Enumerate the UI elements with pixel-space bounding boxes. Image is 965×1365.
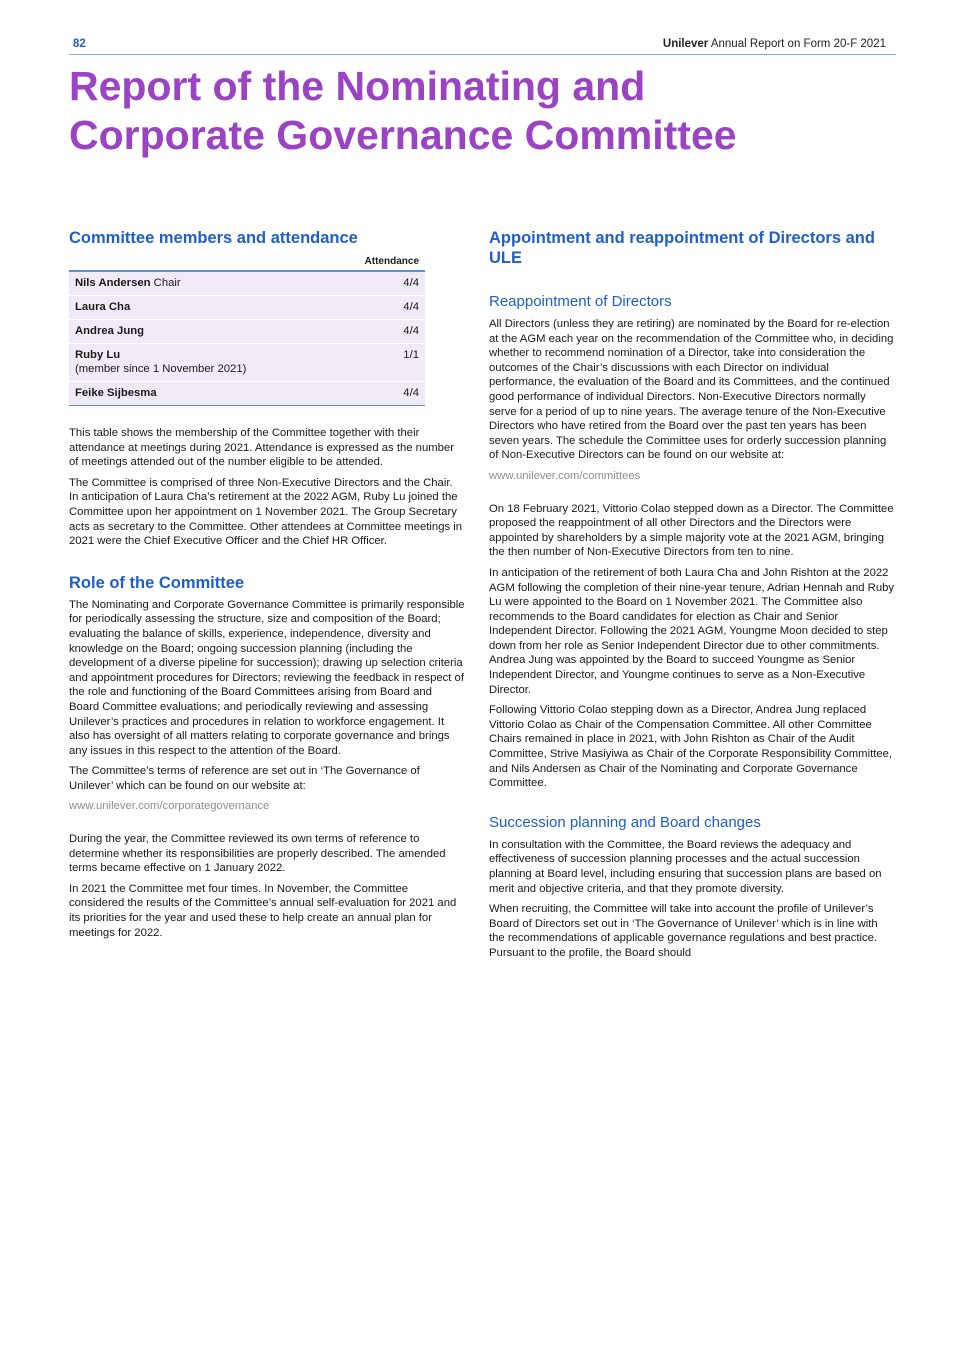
table-row <box>69 320 425 344</box>
table-row <box>69 296 425 320</box>
page-header <box>69 38 896 55</box>
member-attendance: 4/4 <box>353 296 425 320</box>
member-name: Nils Andersen <box>75 277 151 289</box>
committees-link[interactable]: www.unilever.com/committees <box>489 469 641 482</box>
attendance-table <box>69 252 425 406</box>
succession-paragraph: In consultation with the Committee, the Board reviews the adequacy and effectiveness of succession planning processes and the actual succession planning at Board level, including ensuring that succession plans are based on merit and objective criteria, and that they promote diversity. <box>489 838 882 895</box>
reappointment-subheading: Reappointment of Directors <box>489 293 672 310</box>
role-paragraph: The Nominating and Corporate Governance Committee is primarily responsible for periodically assessing the structure, size and composition of the Board; evaluating the balance of skills, experience, independence, diversity and knowledge on the Board; ongoing succession planning (including the development of a diverse pipeline for succession); drawing up selection criteria and appointment procedures for Directors; reviewing the feedback in respect of the role and functioning of the Board Committees arising from Board and Board Committee evaluations; and periodically reviewing and assessing Unilever’s practices and procedures in relation to workforce engagement. It also has oversight of all matters relating to corporate governance and brings any issues in this respect to the attention of the Board. <box>69 598 465 757</box>
left-column <box>69 228 465 946</box>
role-paragraph: In 2021 the Committee met four times. In November, the Committee considered the results of the Committee’s annual self-evaluation for 2021 and its priorities for the year and used these to help create an annual plan for meetings for 2022. <box>69 882 457 939</box>
members-paragraph: This table shows the membership of the Committee together with their attendance at meetings during 2021. Attendance is expressed as the number of meetings attended out of the number eligible to be attended. <box>69 427 454 469</box>
table-row <box>69 271 425 296</box>
table-row <box>69 382 425 406</box>
succession-subheading: Succession planning and Board changes <box>489 813 761 831</box>
role-paragraph: The Committee’s terms of reference are set out in ‘The Governance of Unilever’ which can be found on our website at: <box>69 765 420 792</box>
reappointment-paragraph: On 18 February 2021, Vittorio Colao stepped down as a Director. The Committee proposed the reappointment of all other Directors and the Directors were appointed by shareholders by a simple majority vote at the 2021 AGM, bringing the then number of Non-Executive Directors from ten to nine. <box>489 502 894 559</box>
member-attendance: 4/4 <box>353 382 425 406</box>
member-attendance: 1/1 <box>353 344 425 382</box>
member-name: Laura Cha <box>75 301 131 313</box>
page-title-line-2: Corporate Governance Committee <box>69 112 737 158</box>
corporate-governance-link[interactable]: www.unilever.com/corporategovernance <box>69 800 270 813</box>
page-title <box>69 62 869 160</box>
succession-paragraph: When recruiting, the Committee will take into account the profile of Unilever’s Board of Directors set out in ‘The Governance of Unilever’ which is in line with the recommendations of applicable governance regulations and best practice. Pursuant to the profile, the Board should <box>489 903 878 959</box>
role-heading: Role of the Committee <box>69 573 245 592</box>
appointment-heading: Appointment and reappointment of Directors and ULE <box>489 229 875 267</box>
report-title <box>663 38 886 50</box>
page-title-line-1: Report of the Nominating and <box>69 63 646 109</box>
brand-name: Unilever <box>662 38 709 50</box>
reappointment-paragraph: All Directors (unless they are retiring) are nominated by the Board for re-election at the AGM each year on the recommendation of the Committee who, in deciding whether to recommend nomination of a Director, take into consideration the outcomes of the Chair’s discussions with each Director on individual performance, the evaluation of the Board and its Committees, and the continued good performance of individual Directors. Non-Executive Directors normally serve for a period of up to nine years. The average tenure of the Non-Executive Directors who have retired from the Board over the past ten years has been seven years. The schedule the Committee uses for orderly succession planning of Non-Executive Directors can be found on our website at: <box>489 318 894 462</box>
member-role: Chair <box>150 277 181 289</box>
reappointment-paragraph: In anticipation of the retirement of both Laura Cha and John Rishton at the 2022 AGM following the completion of their nine-year tenure, Adrian Hennah and Ruby Lu were appointed to the Board on 1 November 2021. The Committee also recommends to the Board candidates for election as Chair and Senior Independent Director. Following the 2021 AGM, Youngme Moon decided to step down from her role as Senior Independent Director due to other commitments. Andrea Jung was appointed by the Board to succeed Youngme as Senior Independent Director, and Youngme continues to serve as a Non-Executive Director. <box>489 566 895 696</box>
member-name: Feike Sijbesma <box>75 387 157 399</box>
member-attendance: 4/4 <box>353 271 425 296</box>
member-name: Ruby Lu <box>75 349 121 361</box>
member-note: (member since 1 November 2021) <box>75 363 247 375</box>
page-number: 82 <box>73 38 86 50</box>
right-column <box>489 228 895 967</box>
role-paragraph: During the year, the Committee reviewed its own terms of reference to determine whether its responsibilities are properly described. The amended terms became effective on 1 January 2022. <box>69 833 446 875</box>
table-row <box>69 344 425 382</box>
member-attendance: 4/4 <box>353 320 425 344</box>
reappointment-paragraph: Following Vittorio Colao stepping down as a Director, Andrea Jung replaced Vittorio Colao as Chair of the Compensation Committee. All other Committee Chairs remained in place in 2021, with John Rishton as Chair of the Audit Committee, Strive Masiyiwa as Chair of the Corporate Responsibility Committee, and Nils Andersen as Chair of the Nominating and Corporate Governance Committee. <box>489 704 893 790</box>
members-paragraph: The Committee is comprised of three Non-Executive Directors and the Chair. In anticipation of Laura Cha’s retirement at the 2022 AGM, Ruby Lu joined the Committee upon her appointment on 1 November 2021. The Group Secretary acts as secretary to the Committee. Other attendees at Committee meetings in 2021 were the Chief Executive Officer and the Chief HR Officer. <box>69 476 463 548</box>
report-name: Annual Report on Form 20-F 2021 <box>708 38 886 50</box>
member-name: Andrea Jung <box>75 325 145 337</box>
members-heading: Committee members and attendance <box>69 229 358 247</box>
attendance-column-header: Attendance <box>353 252 425 271</box>
